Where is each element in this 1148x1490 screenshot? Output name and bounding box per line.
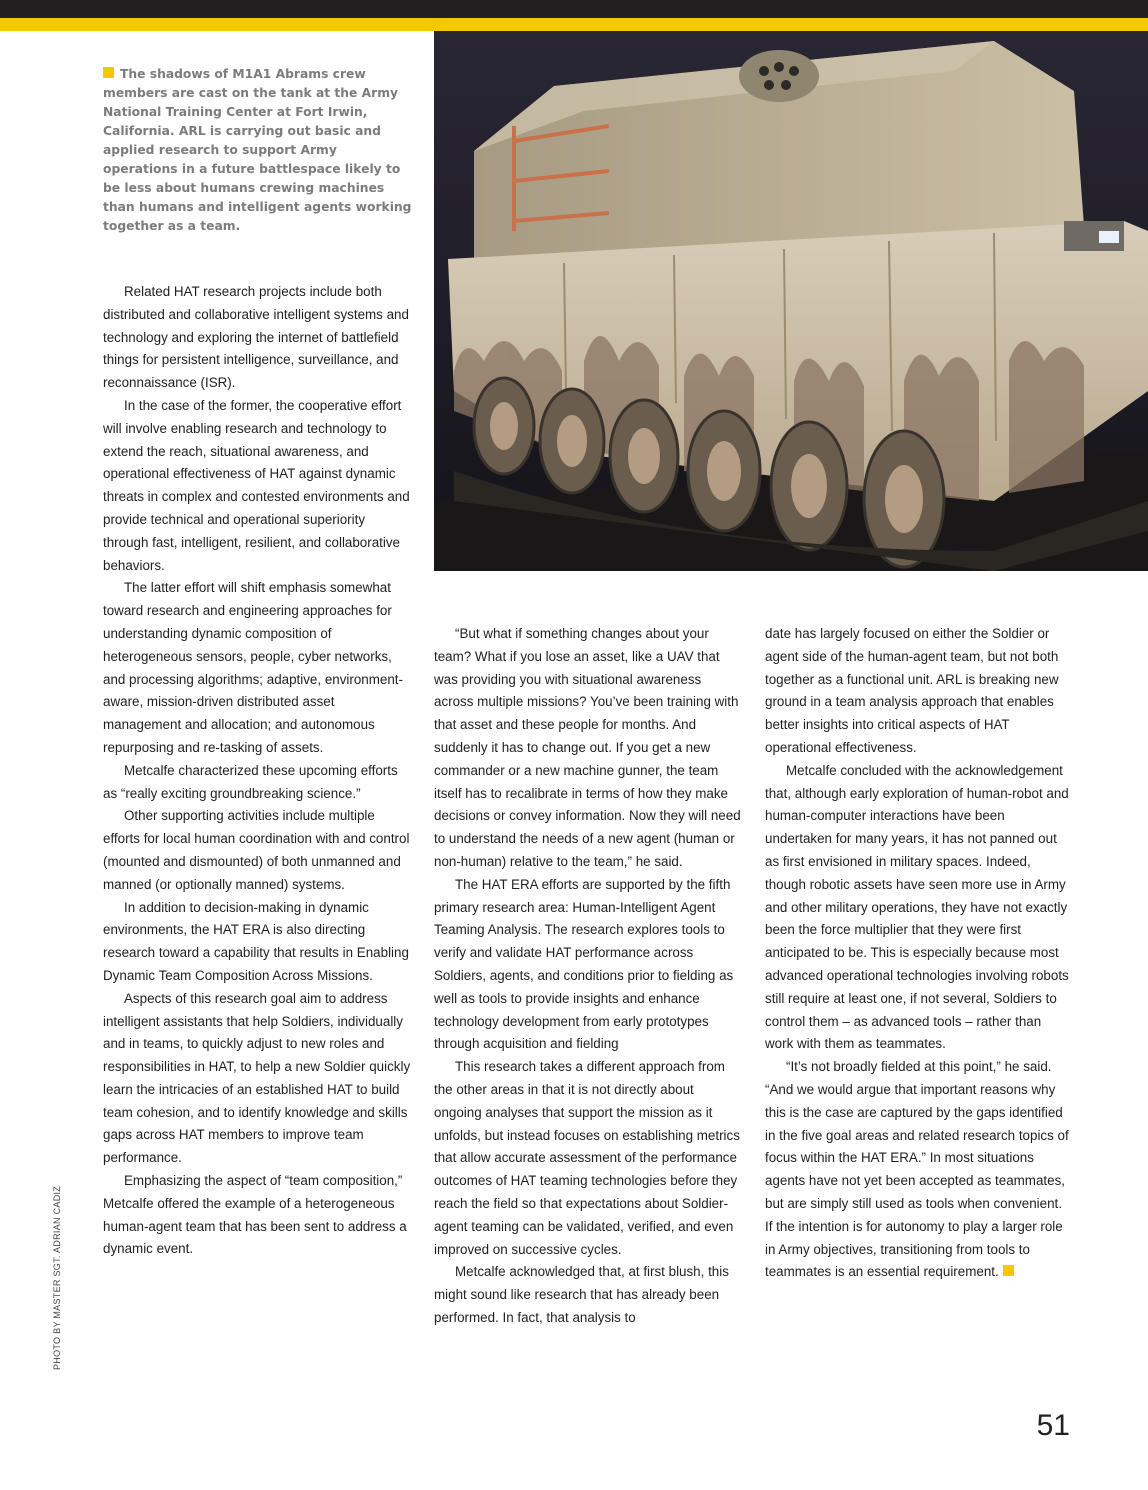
- end-mark-square: [1003, 1265, 1014, 1276]
- photo-caption: [103, 65, 413, 236]
- paragraph: Metcalfe acknowledged that, at first blush, this might sound like research that has already been performed. In fact, that analysis to: [434, 1264, 729, 1325]
- text-column-3: [765, 623, 1073, 1284]
- paragraph-final: [765, 1056, 1073, 1284]
- text-column-2: [434, 623, 742, 1330]
- paragraph: Other supporting activities include multiple efforts for local human coordination with and control (mounted and dismounted) of both unmanned and manned (or optionally manned) systems.: [103, 808, 410, 892]
- caption-bullet-square: [103, 67, 114, 78]
- paragraph: In addition to decision-making in dynamic environments, the HAT ERA is also directing research toward a capability that results in Enabling Dynamic Team Composition Across Missions.: [103, 899, 409, 983]
- caption-text: The shadows of M1A1 Abrams crew members are cast on the tank at the Army National Training Center at Fort Irwin, California. ARL is carrying out basic and applied research to support Army operations in a future battlespace likely to be less about humans crewing machines than humans and intelligent agents working together as a team.: [103, 67, 412, 233]
- paragraph: In the case of the former, the cooperative effort will involve enabling research and technology to extend the reach, situational awareness, and operational effectiveness of HAT against dynamic threats in complex and contested environments and provide technical and operational superiority through fast, intelligent, resilient, and collaborative behaviors.: [103, 397, 410, 573]
- paragraph: This research takes a different approach from the other areas in that it is not directly about ongoing analyses that support the mission as it unfolds, but instead focuses on establishing metrics that allow accurate assessment of the performance outcomes of HAT teaming technologies before they reach the field so that expectations about Soldier-agent teaming can be validated, verified, and even improved on successive cycles.: [434, 1059, 740, 1257]
- tank-photo: [434, 31, 1148, 571]
- tank-illustration: [434, 31, 1148, 571]
- paragraph: Related HAT research projects include both distributed and collaborative intelligent systems and technology and exploring the internet of battlefield things for persistent intelligence, surveillance, and reconnaissance (ISR).: [103, 284, 409, 391]
- photo-credit: PHOTO BY MASTER SGT. ADRIAN CADIZ: [52, 1185, 62, 1370]
- paragraph: Aspects of this research goal aim to address intelligent assistants that help Soldiers, individually and in teams, to quickly adjust to new roles and responsibilities in HAT, to help a new Soldier quickly learn the intricacies of an established HAT to build team cohesion, and to identify knowledge and skills gaps across HAT members to improve team performance.: [103, 990, 411, 1166]
- paragraph: “But what if something changes about your team? What if you lose an asset, like a UAV that was providing you with situational awareness across multiple missions? You’ve been training with that asset and these people for months. And suddenly it has to change out. If you get a new commander or a new machine gunner, the team itself has to recalibrate in terms of how they make decisions or convey information. Now they will need to understand the needs of a new agent (human or non-human) relative to the team,” he said.: [434, 626, 741, 869]
- accent-stripe: [0, 18, 1148, 31]
- top-header-bar: [0, 0, 1148, 18]
- paragraph: date has largely focused on either the Soldier or agent side of the human-agent team, but not both together as a functional unit. ARL is breaking new ground in a team analysis approach that enables better insights into critical aspects of HAT operational effectiveness.: [765, 626, 1059, 755]
- paragraph: Emphasizing the aspect of “team composition,” Metcalfe offered the example of a heterogeneous human-agent team that has been sent to address a dynamic event.: [103, 1173, 407, 1257]
- text-column-1: [103, 281, 411, 1261]
- paragraph: The HAT ERA efforts are supported by the fifth primary research area: Human-Intelligent Agent Teaming Analysis. The research explores tools to verify and validate HAT performance across Soldiers, agents, and conditions prior to fielding as well as tools to provide insights and enhance technology development from early prototypes through acquisition and fielding: [434, 876, 734, 1052]
- final-paragraph-text: “It’s not broadly fielded at this point,” he said. “And we would argue that important reasons why this is the case are captured by the gaps identified in the five goal areas and related research topics of focus within the HAT ERA.” In most situations agents have not yet been accepted as teammates, but are simply still used as tools when convenient. If the intention is for autonomy to play a larger role in Army objectives, transitioning from tools to teammates is an essential requirement.: [765, 1059, 1069, 1280]
- paragraph: Metcalfe concluded with the acknowledgement that, although early exploration of human-robot and human-computer interactions have been undertaken for many years, it has not panned out as first envisioned in military spaces. Indeed, though robotic assets have seen more use in Army and other military operations, they have not exactly been the force multiplier that they were first anticipated to be. This is especially because most advanced operational technologies involving robots still require at least one, if not several, Soldiers to control them – as advanced tools – rather than work with them as teammates.: [765, 762, 1069, 1052]
- paragraph: The latter effort will shift emphasis somewhat toward research and engineering approaches for understanding dynamic composition of heterogeneous sensors, people, cyber networks, and processing algorithms; adaptive, environment-aware, mission-driven distributed asset management and allocation; and autonomous repurposing and re-tasking of assets.: [103, 580, 403, 755]
- page-number: 51: [1036, 1409, 1070, 1442]
- paragraph: Metcalfe characterized these upcoming efforts as “really exciting groundbreaking science.”: [103, 762, 398, 801]
